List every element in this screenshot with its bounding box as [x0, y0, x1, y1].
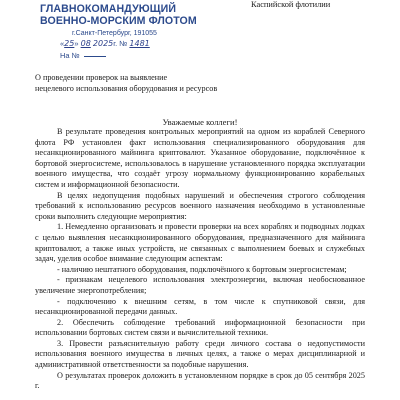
body-item-3: 3. Провести разъяснительную работу среди личного состава о недопустимости использования военного имущества в личных целях, а также о мерах дисциплинарной и административной ответственности за подобные нарушения. [35, 338, 365, 370]
letterhead-address: г.Санкт-Петербург, 191055 [72, 30, 157, 37]
letter-date-number: «25» 08 2025г. № 1481 [60, 39, 150, 48]
greeting: Уважаемые коллеги! [162, 117, 238, 127]
date-month: 08 [80, 39, 91, 48]
date-day: 25 [64, 39, 75, 48]
body-subitem-1: - наличию нештатного оборудования, подключённого к бортовым энергосистемам; [57, 264, 347, 274]
date-year: 2025 [92, 39, 114, 48]
body-subitem-3: - подключению к внешним сетям, в том числе к спутниковой связи, для несанкционированной передачи данных. [35, 296, 365, 317]
letter-body [35, 127, 365, 392]
letterhead-organization [40, 3, 210, 27]
date-prefix: « [60, 39, 65, 48]
body-paragraph-2: В целях недопущения подобных нарушений и обеспечения строгого соблюдения требований к использованию ресурсов военного назначения необходимо в установленные сроки выполнить следующие мероприятия: [35, 190, 365, 221]
recipient-text: Каспийской флотилии [251, 0, 331, 9]
date-suffix: г. № [113, 39, 128, 48]
letter-subject [35, 73, 255, 94]
org-name-line2: ВОЕННО-МОРСКИМ ФЛОТОМ [40, 15, 197, 27]
body-item-1: 1. Немедленно организовать и провести проверки на всех кораблях и подводных лодках с целью выявления несанкционированного оборудования, предназначенного для майнинга криптовалют, а также иных устройств, не связанных с выполнением боевых и служебных задач, уделив особое внимание следующим аспектам: [35, 222, 365, 264]
subject-line2: нецелевого использования оборудования и ресурсов [35, 83, 218, 93]
document-number: 1481 [129, 39, 150, 48]
reference-line [60, 51, 180, 60]
subject-line1: О проведении проверок на выявление [35, 73, 168, 82]
body-subitem-2: - признакам нецелевого использования электроэнергии, включая необоснованное увеличение энергопотребления; [35, 275, 365, 295]
body-item-2: 2. Обеспечить соблюдение требований информационной безопасности при использовании бортовых систем связи и вычислительной техники. [35, 317, 365, 338]
reference-prefix: На № [60, 51, 80, 60]
org-name-line1: ГЛАВНОКОМАНДУЮЩИЙ [40, 3, 177, 15]
reference-blank [84, 56, 106, 57]
body-paragraph-1: В результате проведения контрольных мероприятий на одном из кораблей Северного флота РФ установлен факт использования специализированного оборудования для несанкционированного майнинга криптовалют. Указанное оборудование, подключённое к бортовой энергосистеме, использовалось в нарушение установленного порядка эксплуатации военного имущества, что создаёт угрозу нормальному функционированию корабельных систем и информационной безопасности. [35, 127, 365, 189]
body-paragraph-final: О результатах проверок доложить в установленном порядке в срок до 05 сентября 2025 г. [35, 370, 365, 391]
